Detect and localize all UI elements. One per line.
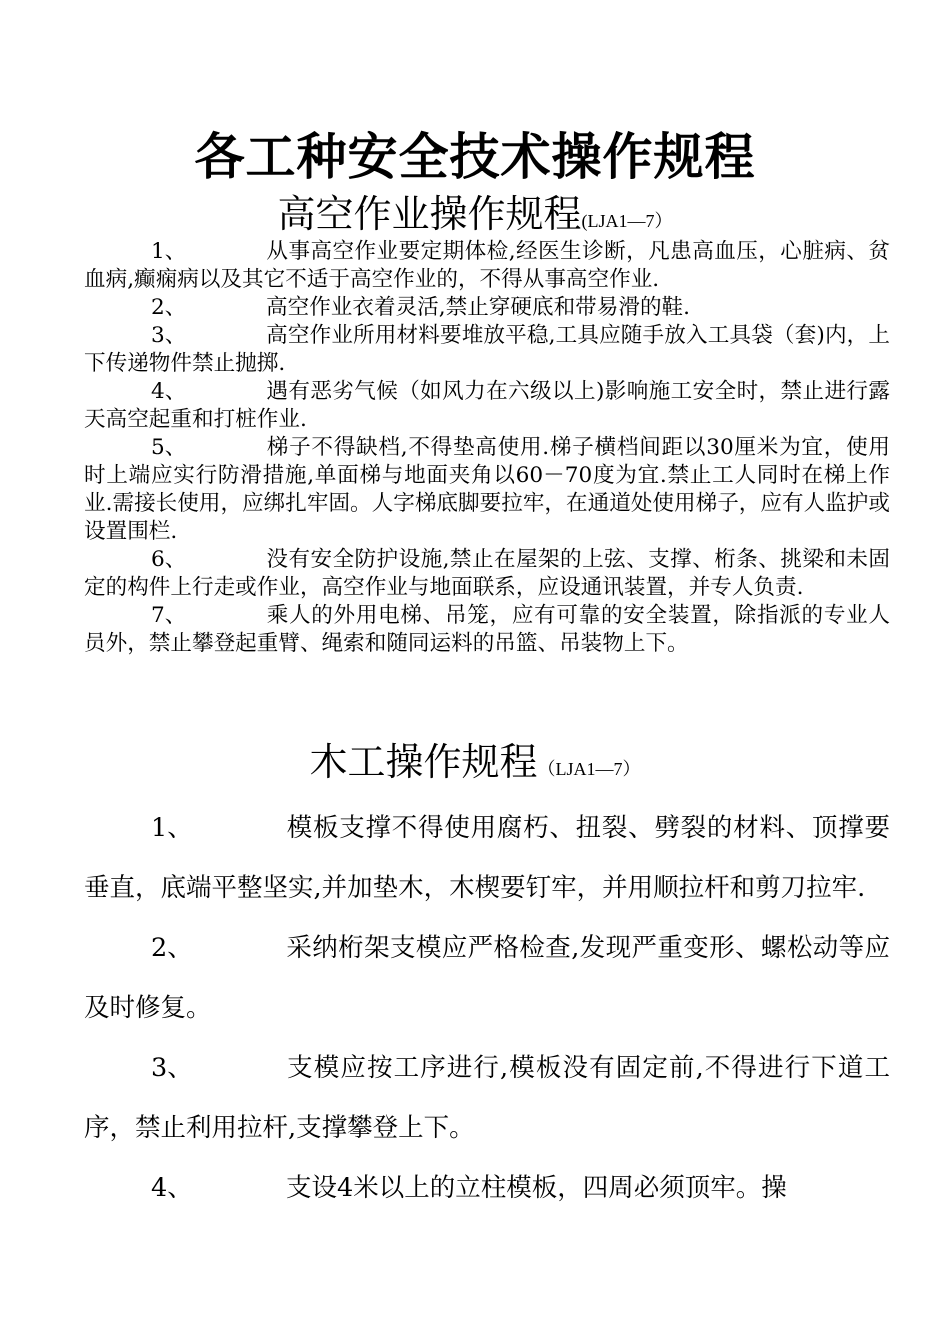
rule-number: 5、 [151, 435, 187, 460]
rule-text: 模板支撑不得使用腐朽、扭裂、劈裂的材料、顶撑要垂直，底端平整坚实,并加垫木，木楔要钉牢，并用顺拉杆和剪刀拉牢. [84, 813, 890, 903]
rule-item [84, 238, 890, 294]
rule-number: 7、 [151, 603, 187, 628]
rule-item [84, 1158, 890, 1218]
rule-text: 高空作业衣着灵活,禁止穿硬底和带易滑的鞋. [266, 295, 691, 320]
rule-item [84, 546, 890, 602]
rule-item [84, 798, 890, 918]
section-body-carpentry [84, 798, 890, 1218]
rule-item [84, 294, 890, 322]
rule-text: 遇有恶劣气候（如风力在六级以上)影响施工安全时，禁止进行露天高空起重和打桩作业. [84, 379, 890, 432]
rule-text: 采纳桁架支模应严格检查,发现严重变形、螺松动等应及时修复。 [84, 933, 890, 1023]
rule-number: 4、 [151, 1173, 193, 1203]
section-title-text: 高空作业操作规程 [277, 192, 582, 236]
section-title-text: 木工操作规程 [309, 740, 538, 784]
rule-text: 梯子不得缺档,不得垫高使用.梯子横档间距以30厘米为宜，使用时上端应实行防滑措施,单面梯与地面夹角以60－70度为宜.禁止工人同时在梯上作业.需接长使用，应绑扎牢固。人字梯底脚要拉牢，在通道处使用梯子，应有人监护或设置围栏. [84, 435, 890, 544]
section-title-high-altitude [0, 190, 950, 245]
rule-item [84, 918, 890, 1038]
rule-item [84, 322, 890, 378]
rule-item [84, 434, 890, 546]
rule-item [84, 602, 890, 658]
rule-text: 从事高空作业要定期体检,经医生诊断，凡患高血压，心脏病、贫血病,癫痫病以及其它不适于高空作业的，不得从事高空作业. [84, 239, 890, 292]
section-body-high-altitude [84, 238, 890, 658]
rule-number: 3、 [151, 323, 187, 348]
rule-number: 3、 [151, 1053, 193, 1083]
section-code: (LJA1—7） [581, 211, 673, 231]
rule-text: 支设4米以上的立柱模板，四周必须顶牢。操 [286, 1173, 787, 1203]
section-code: （LJA1—7） [537, 759, 641, 779]
rule-item [84, 378, 890, 434]
rule-number: 1、 [151, 813, 193, 843]
section-title-carpentry [0, 738, 950, 793]
rule-text: 没有安全防护设施,禁止在屋架的上弦、支撑、桁条、挑梁和未固定的构件上行走或作业，高空作业与地面联系，应设通讯装置，并专人负责. [84, 547, 890, 600]
rule-number: 2、 [151, 933, 193, 963]
rule-number: 1、 [151, 239, 187, 264]
rule-number: 4、 [151, 379, 187, 404]
rule-item [84, 1038, 890, 1158]
rule-number: 6、 [151, 547, 187, 572]
rule-text: 支模应按工序进行,模板没有固定前,不得进行下道工序，禁止利用拉杆,支撑攀登上下。 [84, 1053, 890, 1143]
rule-text: 高空作业所用材料要堆放平稳,工具应随手放入工具袋（套)内，上下传递物件禁止抛掷. [84, 323, 890, 376]
rule-number: 2、 [151, 295, 187, 320]
document-title: 各工种安全技术操作规程 [194, 128, 756, 186]
rule-text: 乘人的外用电梯、吊笼，应有可靠的安全装置，除指派的专业人员外，禁止攀登起重臂、绳索和随同运料的吊篮、吊装物上下。 [84, 603, 890, 656]
